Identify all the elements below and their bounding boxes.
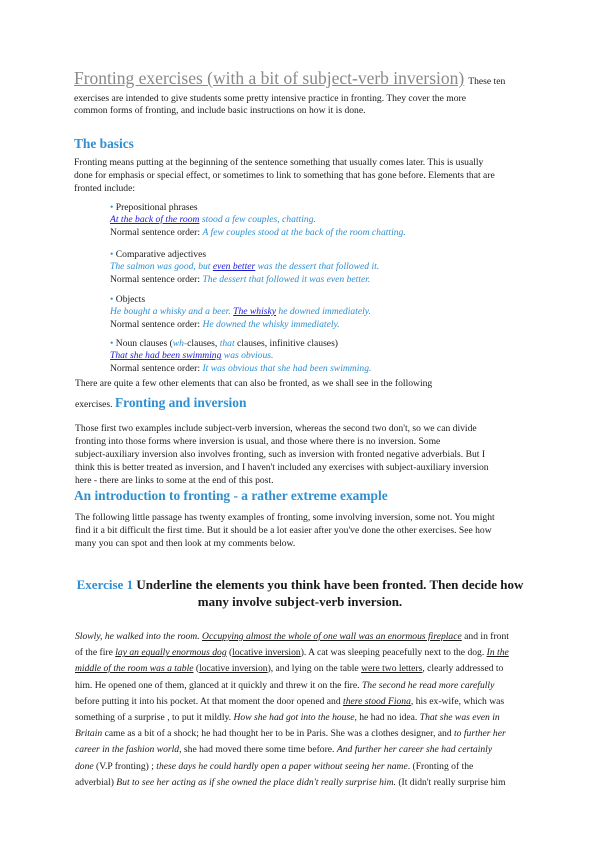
- exercise-title-line-1: Underline the elements you think have been fronted. Then decide how: [133, 577, 524, 592]
- fronted-phrase: That she had been swimming: [110, 350, 222, 361]
- title-main: Fronting exercises (with a bit of subject-verb inversion): [74, 68, 465, 88]
- document-title: [74, 68, 505, 89]
- passage-segment: before putting it into his pocket. At that moment the door opened and: [75, 695, 344, 707]
- example-sentence: [110, 306, 371, 318]
- passage-line: [75, 761, 473, 773]
- passage-segment: he walked into the room.: [102, 631, 203, 642]
- passage-line: [75, 728, 506, 740]
- example-sentence: [110, 261, 379, 273]
- exercise-1-heading: [74, 576, 526, 610]
- passage-segment: Britain: [75, 728, 103, 740]
- passage-segment: And further her career she had certainly: [336, 744, 493, 756]
- list-item-comparative: [110, 249, 206, 261]
- passage-segment: How she had got into the house,: [233, 712, 357, 723]
- example-rest: was obvious.: [221, 350, 274, 361]
- bullet-icon: •: [110, 338, 114, 349]
- underlined-segment: middle of the room was a table: [75, 663, 194, 675]
- underlined-segment: In the: [486, 647, 509, 659]
- passage-segment: came as a bit of a shock; he had thought her to be in Paris. She was a clothes designer, and: [102, 728, 455, 740]
- exercise-title-line-2: many involve subject-verb inversion.: [197, 594, 403, 609]
- normal-order: [110, 319, 340, 331]
- fronted-phrase: The whisky: [233, 306, 277, 317]
- underlined-segment: locative inversion: [232, 647, 301, 659]
- passage-line: [75, 712, 500, 724]
- basics-para-line-3: fronted include:: [74, 183, 136, 194]
- passage-segment: ), and lying on the table: [267, 663, 362, 675]
- underlined-segment: lay an equally enormous dog: [115, 647, 227, 659]
- list-item-prepositional: [110, 202, 198, 214]
- passage-segment: these days he could hardly open a paper without seeing her name: [156, 760, 408, 772]
- label-part: clauses, infinitive clauses): [234, 338, 338, 349]
- passage-segment: (: [193, 663, 200, 675]
- underlined-segment: locative inversion: [199, 663, 268, 675]
- passage-line: [75, 647, 509, 659]
- heading-fronting-inversion: Fronting and inversion: [114, 395, 247, 410]
- label-that: that: [219, 338, 235, 349]
- list-item-label: Noun clauses (: [115, 338, 173, 349]
- intro-line-1: exercises are intended to give students some pretty intensive practice in fronting. They cover the more: [74, 93, 466, 104]
- passage-segment: of the fire: [75, 647, 116, 659]
- inversion-para-line-4: think this is better treated as inversion, and I haven't included any exercises with subject-auxiliary inversion: [75, 462, 489, 473]
- heading-introduction-extreme: An introduction to fronting - a rather extreme example: [74, 488, 388, 503]
- inversion-para-line-2: fronting into those forms where inversion is usual, and those where there is no inversion. Some: [75, 436, 441, 447]
- underlined-segment: Occupying almost the whole of one wall was an enormous fireplace: [202, 631, 462, 642]
- normal-order-label: Normal sentence order:: [110, 319, 203, 330]
- normal-order-text: He downed the whisky immediately.: [202, 319, 340, 330]
- extreme-para-line-2: find it a bit difficult the first time. But it should be a lot easier after you've done the other exercises. See how: [75, 525, 492, 536]
- passage-segment: career in the fashion world,: [75, 744, 182, 756]
- label-part: clauses,: [187, 338, 220, 349]
- passage-segment: (It didn't really surprise him: [395, 776, 506, 788]
- underlined-segment: there stood Fiona: [343, 695, 411, 707]
- inversion-para-line-5: here - there are links to some at the end of this post.: [75, 475, 274, 486]
- basics-after-text: exercises.: [75, 399, 115, 410]
- passage-segment: to further her: [454, 728, 506, 740]
- passage-segment: adverbial): [75, 776, 117, 788]
- extreme-para-line-3: many you can spot and then look at my comments below.: [75, 538, 296, 549]
- normal-order-text: It was obvious that she had been swimming.: [202, 363, 372, 374]
- passage-segment: (: [226, 647, 233, 659]
- passage-segment: The second he read more carefully: [361, 679, 495, 691]
- normal-order-text: The dessert that followed it was even better.: [202, 274, 371, 285]
- fronted-phrase: even better: [212, 261, 256, 272]
- normal-order-label: Normal sentence order:: [110, 363, 203, 374]
- basics-after-line-2: [75, 397, 246, 411]
- normal-order: [110, 274, 370, 286]
- passage-segment: Slowly,: [75, 631, 103, 642]
- extreme-para-line-1: The following little passage has twenty examples of fronting, some involving inversion, some not. You might: [75, 512, 495, 523]
- inversion-para-line-1: Those first two examples include subject-verb inversion, whereas the second two don't, so we can divide: [75, 423, 477, 434]
- list-item-label: Comparative adjectives: [115, 249, 207, 260]
- title-tail: These ten: [468, 76, 506, 87]
- basics-after-line-1: There are quite a few other elements that can also be fronted, as we shall see in the following: [75, 378, 433, 389]
- passage-segment: something of a surprise , to put it mildly.: [75, 712, 234, 723]
- basics-para-line-1: Fronting means putting at the beginning of the sentence something that usually comes later. This is usually: [74, 157, 484, 168]
- example-rest: was the dessert that followed it.: [255, 261, 380, 272]
- passage-segment: , his ex-wife, which was: [410, 695, 505, 707]
- list-item-label: Objects: [115, 294, 146, 305]
- passage-line: [75, 631, 509, 643]
- list-item-objects: [110, 294, 145, 306]
- bullet-icon: •: [110, 202, 114, 213]
- passage-line: [75, 744, 492, 756]
- normal-order-label: Normal sentence order:: [110, 274, 203, 285]
- normal-order: [110, 363, 371, 375]
- basics-para-line-2: done for emphasis or special effect, or sometimes to link to something that has gone before. Elements that are: [74, 170, 495, 181]
- passage-segment: and in front: [461, 631, 509, 642]
- passage-segment: , clearly addressed to: [422, 663, 504, 675]
- normal-order-text: A few couples stood at the back of the room chatting.: [202, 227, 406, 238]
- heading-the-basics: The basics: [74, 136, 134, 151]
- passage-segment: she had moved there some time before.: [181, 744, 337, 756]
- passage-segment: him. He opened one of them, glanced at it quickly and threw it on the fire.: [75, 679, 362, 691]
- bullet-icon: •: [110, 294, 114, 305]
- example-rest: he downed immediately.: [276, 306, 371, 317]
- list-item-label: Prepositional phrases: [115, 202, 198, 213]
- normal-order: [110, 227, 406, 239]
- example-sentence: [110, 214, 316, 226]
- passage-segment: done: [75, 760, 94, 772]
- fronted-phrase: At the back of the room: [110, 214, 200, 225]
- list-item-noun-clauses: [110, 338, 338, 350]
- passage-segment: ). A cat was sleeping peacefully next to the dog.: [300, 647, 487, 659]
- passage-line: [75, 663, 503, 675]
- passage-segment: . (Fronting of the: [407, 760, 474, 772]
- example-rest: stood a few couples, chatting.: [199, 214, 316, 225]
- example-pre: He bought a whisky and a beer.: [110, 306, 234, 317]
- passage-segment: But to see her acting as if she owned the place didn't really surprise him.: [116, 776, 396, 788]
- passage-segment: That she was even in: [419, 712, 500, 723]
- bullet-icon: •: [110, 249, 114, 260]
- intro-line-2: common forms of fronting, and include basic instructions on how it is done.: [74, 105, 366, 116]
- passage-line: [75, 680, 494, 692]
- passage-segment: he had no idea.: [356, 712, 420, 723]
- passage-line: [75, 777, 506, 789]
- underlined-segment: were two letters: [361, 663, 423, 675]
- passage-segment: (V.P fronting) ;: [93, 760, 157, 772]
- example-sentence: [110, 350, 273, 362]
- example-pre: The salmon was good, but: [110, 261, 213, 272]
- inversion-para-line-3: subject-auxiliary inversion also involves fronting, such as inversion with fronted negative adverbials. But I: [75, 449, 486, 460]
- exercise-number: Exercise 1: [76, 577, 134, 592]
- normal-order-label: Normal sentence order:: [110, 227, 203, 238]
- label-wh: wh-: [172, 338, 188, 349]
- passage-line: [75, 696, 504, 708]
